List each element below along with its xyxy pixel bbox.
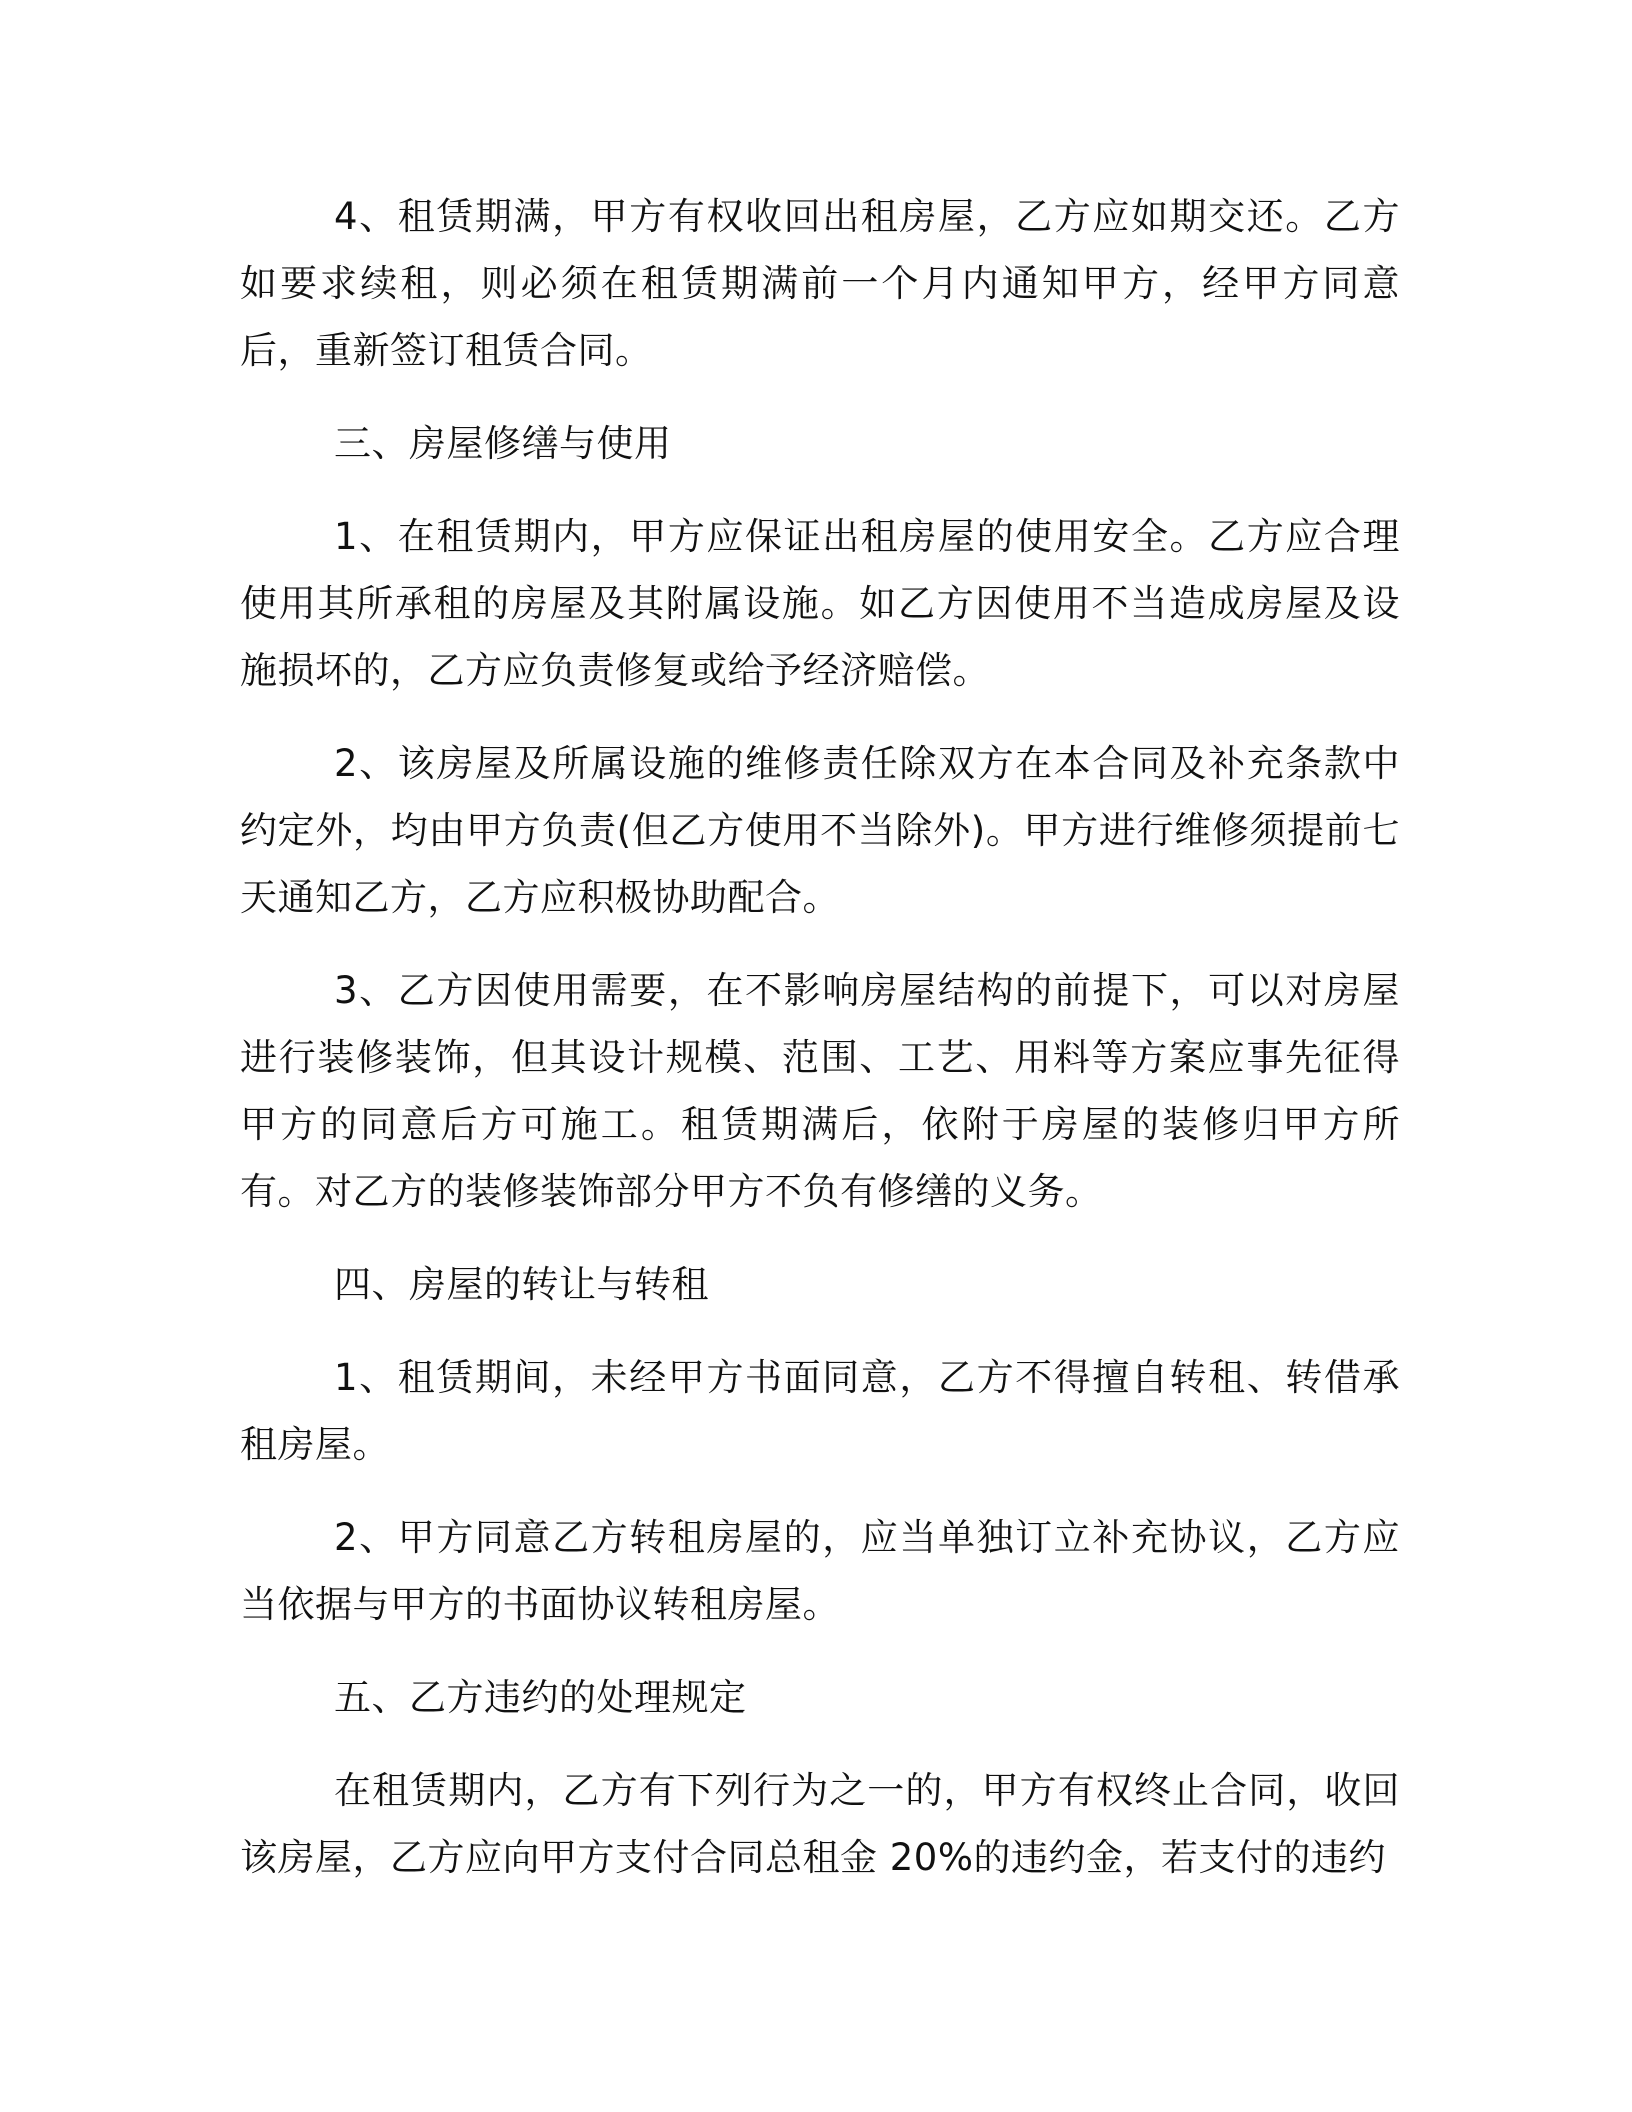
- paragraph-repair-2: 2、该房屋及所属设施的维修责任除双方在本合同及补充条款中约定外，均由甲方负责(但乙方使用不当除外)。甲方进行维修须提前七天通知乙方，乙方应积极协助配合。: [240, 742, 1400, 919]
- paragraph-transfer-1: 1、租赁期间，未经甲方书面同意，乙方不得擅自转租、转借承租房屋。: [240, 1356, 1400, 1466]
- paragraph-repair-1: 1、在租赁期内，甲方应保证出租房屋的使用安全。乙方应合理使用其所承租的房屋及其附属设施。如乙方因使用不当造成房屋及设施损坏的，乙方应负责修复或给予经济赔偿。: [240, 515, 1400, 692]
- document-page: [240, 183, 1400, 1891]
- paragraph-repair-3: 3、乙方因使用需要，在不影响房屋结构的前提下，可以对房屋进行装修装饰，但其设计规模、范围、工艺、用料等方案应事先征得甲方的同意后方可施工。租赁期满后，依附于房屋的装修归甲方所有。对乙方的装修装饰部分甲方不负有修缮的义务。: [240, 969, 1400, 1213]
- section-heading-breach: 五、乙方违约的处理规定: [334, 1676, 747, 1719]
- section-heading-transfer-sublet: 四、房屋的转让与转租: [334, 1263, 709, 1306]
- paragraph-transfer-2: 2、甲方同意乙方转租房屋的，应当单独订立补充协议，乙方应当依据与甲方的书面协议转租房屋。: [240, 1516, 1400, 1626]
- paragraph-lease-expiry: 4、租赁期满，甲方有权收回出租房屋，乙方应如期交还。乙方如要求续租，则必须在租赁期满前一个月内通知甲方，经甲方同意后，重新签订租赁合同。: [240, 195, 1400, 372]
- paragraph-breach-intro: 在租赁期内，乙方有下列行为之一的，甲方有权终止合同，收回该房屋，乙方应向甲方支付合同总租金 20%的违约金，若支付的违约: [240, 1769, 1400, 1879]
- section-heading-repair-use: 三、房屋修缮与使用: [334, 422, 672, 465]
